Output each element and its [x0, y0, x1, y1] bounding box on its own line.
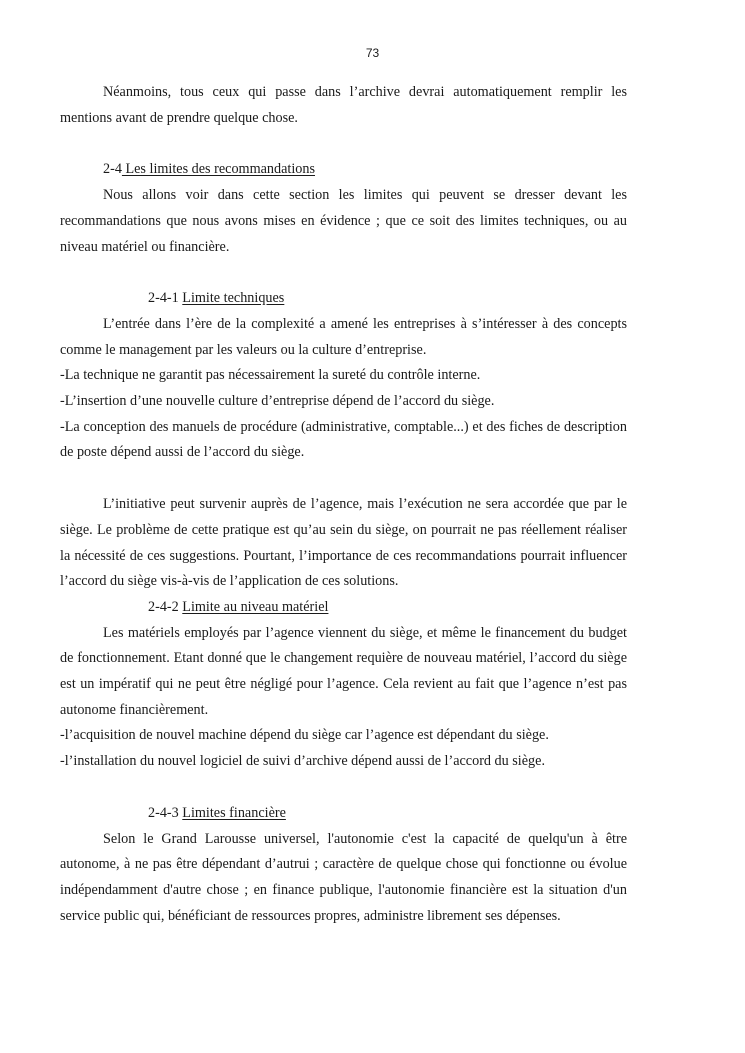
spacer [60, 775, 627, 801]
section-number: 2-4-1 [148, 290, 183, 307]
list-item: -l’installation du nouvel logiciel de suivi d’archive dépend aussi de l’accord du siège. [60, 753, 545, 770]
section-title: Les limites des recommandations [121, 161, 315, 178]
list-item: -L’insertion d’une nouvelle culture d’entreprise dépend de l’accord du siège. [60, 393, 495, 410]
paragraph-2-4-1-b: L’initiative peut survenir auprès de l’agence, mais l’exécution ne sera accordée que par le siège. Le problème de cette pratique est qu’au sein du siège, on pourrait ne pas réellement réaliser la nécessité de ces suggestions. Pourtant, l’importance de ces recommandations pourrait influencer l’accord du siège vis-à-vis de l’application de ces solutions. [60, 496, 627, 590]
spacer [60, 466, 627, 492]
section-heading-2-4-2 [60, 595, 627, 621]
page-number: 73 [365, 46, 380, 60]
paragraph-2-4-2: Les matériels employés par l’agence viennent du siège, et même le financement du budget de fonctionnement. Etant donné que le changement requière de nouveau matériel, l’accord du siège est un impératif qui ne peut être négligé pour l’agence. Cela revient au fait que l’agence n’est pas autonome financièrement. [60, 624, 627, 718]
section-number: 2-4 [103, 161, 122, 178]
section-heading-2-4 [60, 157, 627, 183]
section-title: Limite au niveau matériel [182, 598, 329, 615]
list-item: -La technique ne garantit pas nécessairement la sureté du contrôle interne. [60, 367, 481, 384]
list-item: -l’acquisition de nouvel machine dépend du siège car l’agence est dépendant du siège. [60, 727, 549, 744]
section-heading-2-4-1 [60, 286, 627, 312]
section-heading-2-4-3 [60, 801, 627, 827]
paragraph-2-4-intro: Nous allons voir dans cette section les limites qui peuvent se dresser devant les recommandations que nous avons mises en évidence ; que ce soit des limites techniques, ou au niveau matériel ou financière. [60, 187, 627, 255]
spacer [60, 260, 627, 286]
paragraph-2-4-1-a: L’entrée dans l’ère de la complexité a amené les entreprises à s’intéresser à des concepts comme le management par les valeurs ou la culture d’entreprise. [60, 315, 627, 358]
spacer [60, 131, 627, 157]
section-number: 2-4-3 [148, 804, 183, 821]
page-body [60, 80, 627, 929]
section-number: 2-4-2 [148, 598, 183, 615]
list-item: -La conception des manuels de procédure (administrative, comptable...) et des fiches de description de poste dépend aussi de l’accord du siège. [60, 418, 627, 461]
section-title: Limites financière [182, 804, 286, 821]
paragraph-2-4-3: Selon le Grand Larousse universel, l'autonomie c'est la capacité de quelqu'un à être autonome, à ne pas être dépendant d’autrui ; caractère de quelque chose qui fonctionne ou évolue indépendamment d'autre chose ; en finance publique, l'autonomie financière est la situation d'un service public qui, bénéficiant de ressources propres, administre librement ses dépenses. [60, 830, 627, 924]
section-title: Limite techniques [182, 290, 285, 307]
paragraph-intro: Néanmoins, tous ceux qui passe dans l’archive devrai automatiquement remplir les mentions avant de prendre quelque chose. [60, 84, 627, 126]
